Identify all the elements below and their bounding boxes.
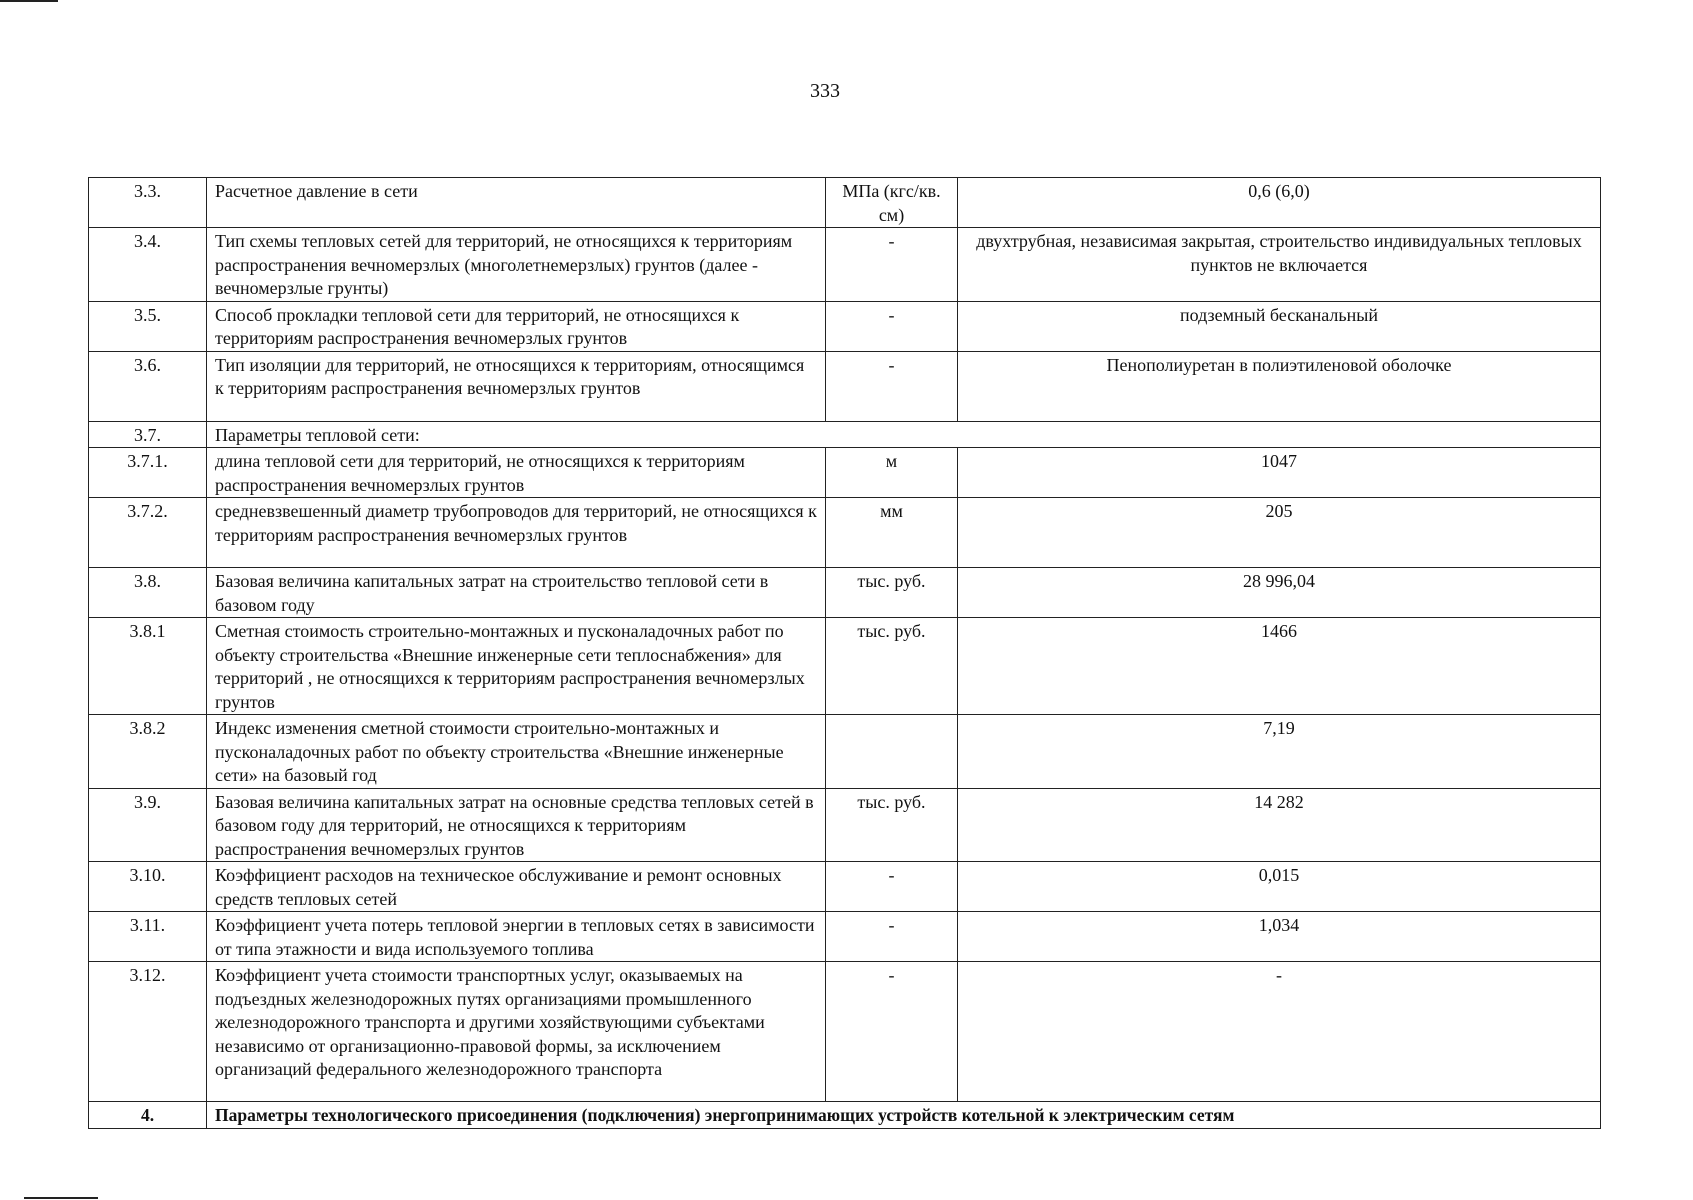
row-value: 0,6 (6,0) xyxy=(958,178,1601,228)
row-number: 3.7.2. xyxy=(89,498,207,568)
row-number: 3.5. xyxy=(89,301,207,351)
parameters-table xyxy=(88,177,1601,1129)
row-number: 3.8. xyxy=(89,568,207,618)
row-number: 3.8.2 xyxy=(89,715,207,789)
row-description: Расчетное давление в сети xyxy=(207,178,826,228)
row-description: Коэффициент учета стоимости транспортных услуг, оказываемых на подъездных железнодорожных путях организациями промышленного железнодорожного транспорта и другими хозяйствующими субъектами независимо от организационно-правовой формы, за исключением организаций федерального железнодорожного транспорта xyxy=(207,962,826,1102)
table-row xyxy=(89,351,1601,421)
row-value: 1466 xyxy=(958,618,1601,715)
table-row xyxy=(89,228,1601,302)
row-number: 4. xyxy=(89,1102,207,1129)
row-description: Коэффициент расходов на техническое обслуживание и ремонт основных средств тепловых сетей xyxy=(207,862,826,912)
row-unit: тыс. руб. xyxy=(826,788,958,862)
row-unit: - xyxy=(826,862,958,912)
row-number: 3.8.1 xyxy=(89,618,207,715)
table-row-section xyxy=(89,1102,1601,1129)
row-value: 205 xyxy=(958,498,1601,568)
row-description: Параметры технологического присоединения (подключения) энергопринимающих устройств котельной к электрическим сетям xyxy=(207,1102,1601,1129)
row-value: подземный бесканальный xyxy=(958,301,1601,351)
row-description: Базовая величина капитальных затрат на строительство тепловой сети в базовом году xyxy=(207,568,826,618)
row-description: Базовая величина капитальных затрат на основные средства тепловых сетей в базовом году для территорий, не относящихся к территориям распространения вечномерзлых грунтов xyxy=(207,788,826,862)
row-number: 3.7. xyxy=(89,421,207,448)
row-unit: - xyxy=(826,962,958,1102)
row-value: 1047 xyxy=(958,448,1601,498)
row-value: 1,034 xyxy=(958,912,1601,962)
page-number: 333 xyxy=(810,80,840,102)
row-unit: тыс. руб. xyxy=(826,568,958,618)
row-description: Тип схемы тепловых сетей для территорий, не относящихся к территориям распространения вечномерзлых (многолетнемерзлых) грунтов (далее - вечномерзлые грунты) xyxy=(207,228,826,302)
row-description: Сметная стоимость строительно-монтажных и пусконаладочных работ по объекту строительства «Внешние инженерные сети теплоснабжения» для территорий , не относящихся к территориям распространения вечномерзлых грунтов xyxy=(207,618,826,715)
row-description: Тип изоляции для территорий, не относящихся к территориям, относящимся к территориям распространения вечномерзлых грунтов xyxy=(207,351,826,421)
table-row xyxy=(89,448,1601,498)
row-description: Способ прокладки тепловой сети для территорий, не относящихся к территориям распространения вечномерзлых грунтов xyxy=(207,301,826,351)
row-description: Индекс изменения сметной стоимости строительно-монтажных и пусконаладочных работ по объекту строительства «Внешние инженерные сети» на базовый год xyxy=(207,715,826,789)
table-row xyxy=(89,715,1601,789)
corner-mark xyxy=(24,1197,98,1199)
row-unit: МПа (кгс/кв. см) xyxy=(826,178,958,228)
table-row xyxy=(89,912,1601,962)
row-unit: мм xyxy=(826,498,958,568)
table-row-section xyxy=(89,421,1601,448)
row-number: 3.6. xyxy=(89,351,207,421)
row-unit: - xyxy=(826,912,958,962)
row-description: Параметры тепловой сети: xyxy=(207,421,1601,448)
row-unit: тыс. руб. xyxy=(826,618,958,715)
row-value: 7,19 xyxy=(958,715,1601,789)
row-value: Пенополиуретан в полиэтиленовой оболочке xyxy=(958,351,1601,421)
table-row xyxy=(89,568,1601,618)
row-number: 3.10. xyxy=(89,862,207,912)
table-row xyxy=(89,788,1601,862)
corner-mark xyxy=(0,0,58,2)
row-unit xyxy=(826,715,958,789)
row-number: 3.4. xyxy=(89,228,207,302)
table-row xyxy=(89,862,1601,912)
row-value: двухтрубная, независимая закрытая, строительство индивидуальных тепловых пунктов не включается xyxy=(958,228,1601,302)
row-description: Коэффициент учета потерь тепловой энергии в тепловых сетях в зависимости от типа этажности и вида используемого топлива xyxy=(207,912,826,962)
row-number: 3.11. xyxy=(89,912,207,962)
row-description: длина тепловой сети для территорий, не относящихся к территориям распространения вечномерзлых грунтов xyxy=(207,448,826,498)
row-description: средневзвешенный диаметр трубопроводов для территорий, не относящихся к территориям распространения вечномерзлых грунтов xyxy=(207,498,826,568)
row-unit: м xyxy=(826,448,958,498)
table-row xyxy=(89,962,1601,1102)
table-row xyxy=(89,178,1601,228)
row-number: 3.3. xyxy=(89,178,207,228)
row-number: 3.9. xyxy=(89,788,207,862)
table-row xyxy=(89,618,1601,715)
row-value: 0,015 xyxy=(958,862,1601,912)
row-unit: - xyxy=(826,228,958,302)
row-number: 3.7.1. xyxy=(89,448,207,498)
table-row xyxy=(89,301,1601,351)
row-unit: - xyxy=(826,351,958,421)
row-value: - xyxy=(958,962,1601,1102)
row-value: 14 282 xyxy=(958,788,1601,862)
row-value: 28 996,04 xyxy=(958,568,1601,618)
table-row xyxy=(89,498,1601,568)
row-number: 3.12. xyxy=(89,962,207,1102)
row-unit: - xyxy=(826,301,958,351)
